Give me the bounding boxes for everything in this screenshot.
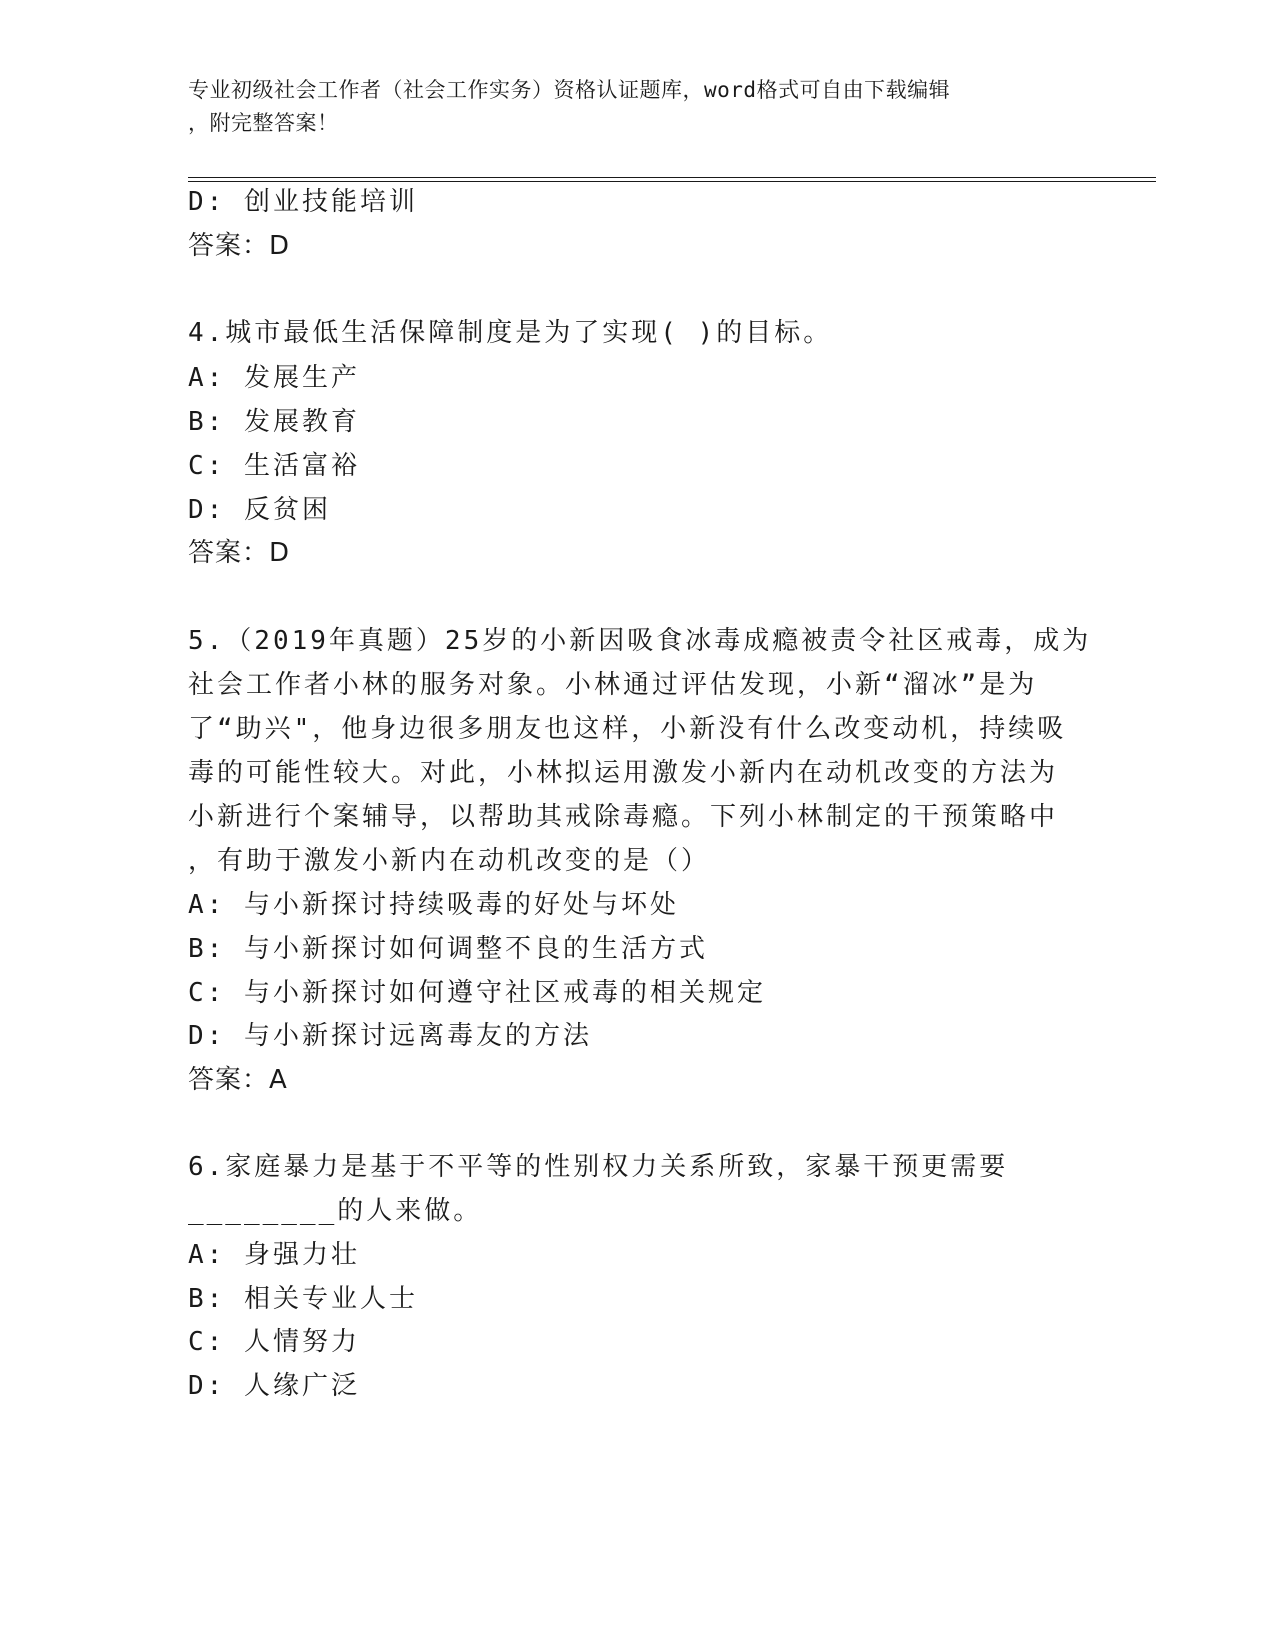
q5-stem-line-5: 小新进行个案辅导，以帮助其戒除毒瘾。下列小林制定的干预策略中 xyxy=(188,802,1059,832)
q6-stem-line-2: ________的人来做。 xyxy=(188,1196,483,1226)
document-header xyxy=(188,74,1088,140)
q4-stem: 4.城市最低生活保障制度是为了实现( )的目标。 xyxy=(188,318,833,348)
q5-stem-line-6: ，有助于激发小新内在动机改变的是（） xyxy=(188,846,711,876)
q5-answer: 答案：A xyxy=(188,1065,288,1095)
q4-option-a: A: 发展生产 xyxy=(188,363,360,393)
q5-option-c: C: 与小新探讨如何遵守社区戒毒的相关规定 xyxy=(188,978,766,1008)
q4-option-d: D: 反贫困 xyxy=(188,495,331,525)
q6-option-a: A: 身强力壮 xyxy=(188,1240,360,1270)
q5-option-d: D: 与小新探讨远离毒友的方法 xyxy=(188,1021,592,1051)
q6-option-c: C: 人情努力 xyxy=(188,1327,360,1357)
q5-stem-line-1: 5.（2019年真题）25岁的小新因吸食冰毒成瘾被责令社区戒毒，成为 xyxy=(188,626,1092,656)
q5-stem-line-4: 毒的可能性较大。对此，小林拟运用激发小新内在动机改变的方法为 xyxy=(188,758,1059,788)
header-title-line-1: 专业初级社会工作者（社会工作实务）资格认证题库，word格式可自由下载编辑 xyxy=(188,78,951,102)
q6-stem-line-1: 6.家庭暴力是基于不平等的性别权力关系所致，家暴干预更需要 xyxy=(188,1152,1009,1182)
q4-answer: 答案：D xyxy=(188,538,291,568)
q6-option-d: D: 人缘广泛 xyxy=(188,1371,360,1401)
q5-stem-line-3: 了“助兴"，他身边很多朋友也这样，小新没有什么改变动机，持续吸 xyxy=(188,714,1067,744)
q3-answer: 答案：D xyxy=(188,231,291,261)
q3-option-d: D: 创业技能培训 xyxy=(188,187,418,217)
q6-option-b: B: 相关专业人士 xyxy=(188,1284,418,1314)
q4-option-c: C: 生活富裕 xyxy=(188,451,360,481)
q5-stem-line-2: 社会工作者小林的服务对象。小林通过评估发现，小新“溜冰”是为 xyxy=(188,670,1038,700)
q4-option-b: B: 发展教育 xyxy=(188,407,360,437)
header-title-line-2: ，附完整答案！ xyxy=(188,111,339,135)
q5-option-a: A: 与小新探讨持续吸毒的好处与坏处 xyxy=(188,890,679,920)
q5-option-b: B: 与小新探讨如何调整不良的生活方式 xyxy=(188,934,708,964)
